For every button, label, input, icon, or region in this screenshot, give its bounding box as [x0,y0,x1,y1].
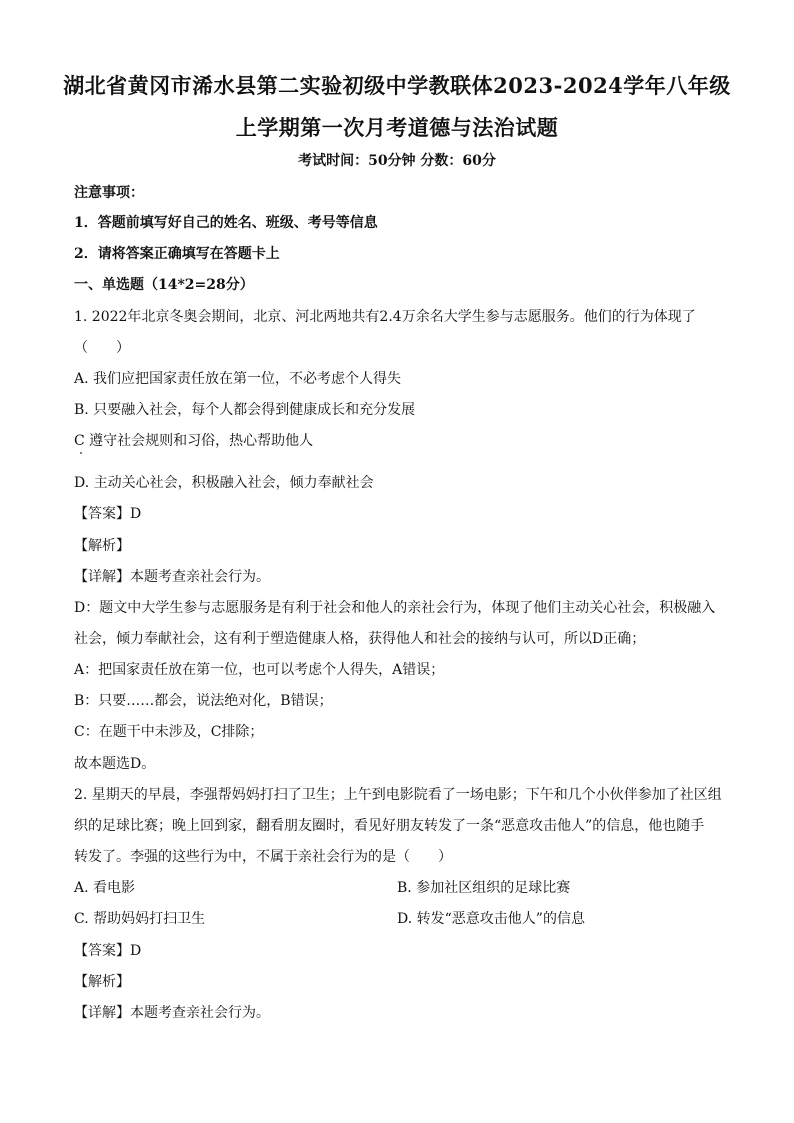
notes-item-1: 1．答题前填写好自己的姓名、班级、考号等信息 [74,215,378,231]
q2-option-c: C. 帮助妈妈打扫卫生 [74,911,206,927]
q1-answer: 【答案】D [74,506,142,522]
q1-option-d: D. 主动关心社会，积极融入社会，倾力奉献社会 [74,475,374,491]
exam-info: 考试时间：50分钟 分数：60分 [298,153,496,169]
document-title-line-2: 上学期第一次月考道德与法治试题 [235,115,559,140]
q2-detail: 【详解】本题考查亲社会行为。 [74,1005,270,1021]
section-heading: 一、单选题（14*2=28分） [74,277,254,293]
q2-stem-line-1: 2. 星期天的早晨，李强帮妈妈打扫了卫生；上午到电影院看了一场电影；下午和几个小伙伴参加了社区组 [74,787,722,803]
q2-stem-line-3: 转发了。李强的这些行为中，不属于亲社会行为的是（ ） [74,849,452,865]
q2-stem-line-2: 织的足球比赛；晚上回到家，翻看朋友圈时，看见好朋友转发了一条“恶意攻击他人”的信息，他也随手 [74,818,705,834]
notes-heading: 注意事项： [74,185,144,201]
q1-explain-c: C：在题干中未涉及，C排除； [74,724,264,740]
q1-analysis-tag: 【解析】 [74,538,130,554]
q1-explain-d-line-1: D：题文中大学生参与志愿服务是有利于社会和他人的亲社会行为，体现了他们主动关心社会，积极融入 [74,600,716,616]
q1-explain-d-line-2: 社会，倾力奉献社会，这有利于塑造健康人格，获得他人和社会的接纳与认可，所以D正确； [74,631,646,647]
q1-explain-a: A：把国家责任放在第一位，也可以考虑个人得失，A错误； [74,662,445,678]
q1-stem-line-2: （ ） [74,340,130,356]
q2-option-d: D. 转发“恶意攻击他人”的信息 [397,911,585,927]
q2-option-b: B. 参加社区组织的足球比赛 [397,880,571,896]
q1-option-a: A. 我们应把国家责任放在第一位，不必考虑个人得失 [74,371,402,387]
q1-conclusion: 故本题选D。 [74,756,156,772]
q1-stem-line-1: 1. 2022年北京冬奥会期间，北京、河北两地共有2.4万余名大学生参与志愿服务。他们的行为体现了 [74,309,696,325]
document-title-line-1: 湖北省黄冈市浠水县第二实验初级中学教联体2023-2024学年八年级 [63,73,731,98]
notes-item-2: 2．请将答案正确填写在答题卡上 [74,246,280,262]
q1-detail: 【详解】本题考查亲社会行为。 [74,569,270,585]
q1-option-b: B. 只要融入社会，每个人都会得到健康成长和充分发展 [74,402,416,418]
q2-answer: 【答案】D [74,943,142,959]
q1-explain-b: B：只要……都会，说法绝对化，B错误； [74,693,333,709]
stray-dot [80,452,82,454]
q1-option-c: C 遵守社会规则和习俗，热心帮助他人 [74,433,314,449]
q2-analysis-tag: 【解析】 [74,974,130,990]
q2-option-a: A. 看电影 [74,880,136,896]
